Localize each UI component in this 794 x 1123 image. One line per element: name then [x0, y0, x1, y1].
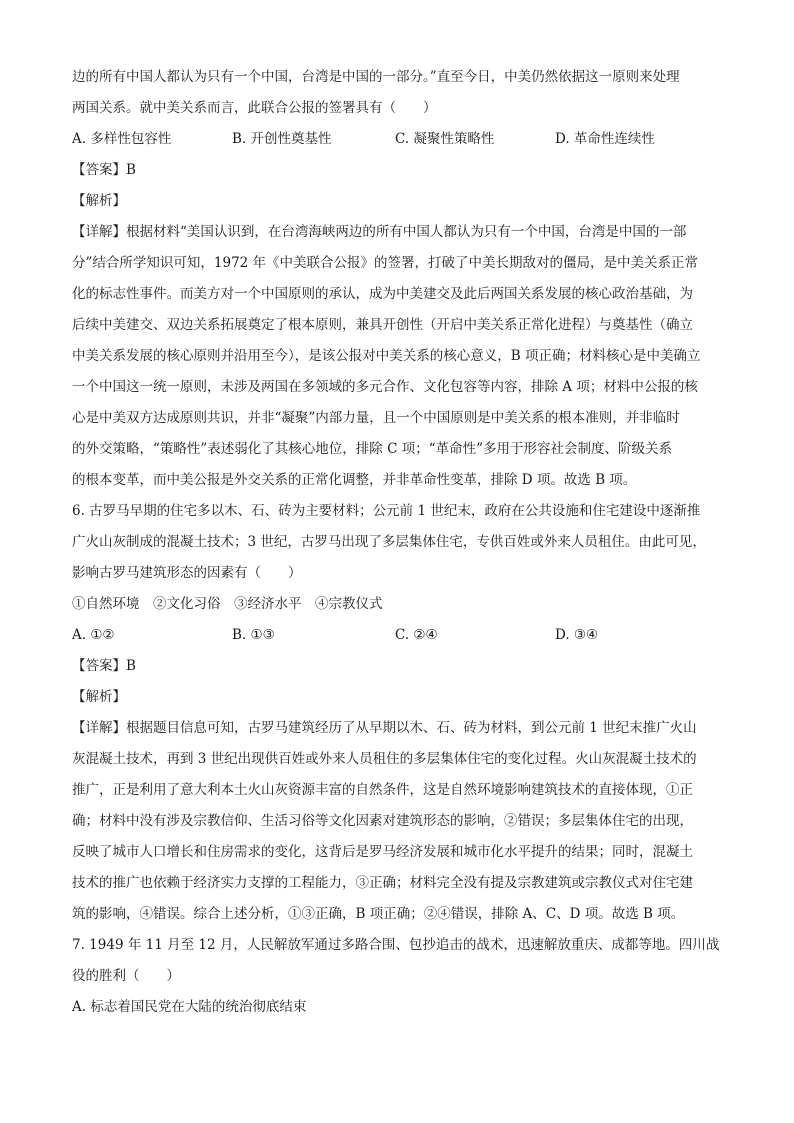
q6-stem-line-1: 6. 古罗马早期的住宅多以木、石、砖为主要材料；公元前 1 世纪末，政府在公共设施和住宅建设中逐渐推 [72, 503, 701, 519]
q6-detail-line-4: 确；材料中没有涉及宗教信仰、生活习俗等文化因素对建筑形态的影响，②错误；多层集体住宅的出现， [72, 813, 693, 829]
q7-stem-line-2: 役的胜利（ ） [72, 968, 180, 984]
q5-stem-line-1: 边的所有中国人都认为只有一个中国，台湾是中国的一部分。”直至今日，中美仍然依据这一原则来处理 [72, 69, 680, 85]
q6-detail-line-1: 【详解】根据题目信息可知，古罗马建筑经历了从早期以木、石、砖为材料，到公元前 1 世纪末推广火山 [72, 720, 697, 736]
q5-answer: 【答案】B [72, 162, 136, 178]
q5-detail-line-4: 后续中美建交、双边关系拓展奠定了根本原则，兼具开创性（开启中美关系正常化进程）与奠基性（确立 [72, 317, 693, 333]
q6-answer: 【答案】B [72, 658, 136, 674]
q5-detail-line-2: 分”结合所学知识可知，1972 年《中美联合公报》的签署，打破了中美长期敌对的僵局，是中美关系正常 [72, 255, 699, 271]
q6-stem-line-2: 广火山灰制成的混凝土技术；3 世纪，古罗马出现了多层集体住宅，专供百姓或外来人员租住。由此可见， [72, 534, 706, 550]
q6-option-d: D. ③④ [555, 627, 599, 643]
q5-detail-line-1: 【详解】根据材料“美国认识到，在台湾海峡两边的所有中国人都认为只有一个中国，台湾是中国的一部 [72, 224, 687, 240]
q5-option-b: B. 开创性奠基性 [232, 131, 332, 147]
q6-option-a: A. ①② [72, 627, 115, 643]
q6-detail-line-6: 技术的推广也依赖于经济实力支撑的工程能力，③正确；材料完全没有提及宗教建筑或宗教仪式对住宅建 [72, 875, 693, 891]
q6-option-c: C. ②④ [395, 627, 438, 643]
q7-stem-line-1: 7. 1949 年 11 月至 12 月，人民解放军通过多路合围、包抄追击的战术，迅速解放重庆、成都等地。四川战 [72, 937, 720, 953]
q6-detail-line-7: 筑的影响，④错误。综合上述分析，①③正确，B 项正确；②④错误，排除 A、C、D 项。故选 B 项。 [72, 906, 685, 922]
q6-stem-line-3: 影响古罗马建筑形态的因素有（ ） [72, 565, 302, 581]
q6-options [72, 620, 732, 651]
q6-detail-line-3: 推广，正是利用了意大利本土火山灰资源丰富的自然条件，这是自然环境影响建筑技术的直接体现，①正 [72, 782, 693, 798]
q6-detail-line-5: 反映了城市人口增长和住房需求的变化，这背后是罗马经济发展和城市化水平提升的结果；同时，混凝土 [72, 844, 693, 860]
q5-detail-line-6: 一个中国这一统一原则，未涉及两国在多领域的多元合作、文化包容等内容，排除 A 项；材料中公报的核 [72, 379, 698, 395]
q5-detail-line-3: 化的标志性事件。而美方对一个中国原则的承认，成为中美建交及此后两国关系发展的核心政治基础，为 [72, 286, 693, 302]
q5-analysis-title: 【解析】 [72, 193, 126, 209]
q5-detail-line-8: 的外交策略，“策略性”表述弱化了其核心地位，排除 C 项；“革命性”多用于形容社会制度、阶级关系 [72, 441, 673, 457]
q7-option-a: A. 标志着国民党在大陆的统治彻底结束 [72, 999, 307, 1015]
q6-analysis-title: 【解析】 [72, 689, 126, 705]
q5-detail-line-7: 心是中美双方达成原则共识，并非“凝聚”内部力量，且一个中国原则是中美关系的根本准则，并非临时 [72, 410, 680, 426]
q5-detail-line-9: 的根本变革，而中美公报是外交关系的正常化调整，并非革命性变革，排除 D 项。故选 B 项。 [72, 472, 637, 488]
document-page [72, 62, 732, 1023]
q5-option-d: D. 革命性连续性 [555, 131, 655, 147]
q5-detail-line-5: 中美关系发展的核心原则并沿用至今），是该公报对中美关系的核心意义，B 项正确；材料核心是中美确立 [72, 348, 701, 364]
q6-detail-line-2: 灰混凝土技术，再到 3 世纪出现供百姓或外来人员租住的多层集体住宅的变化过程。火山灰混凝土技术的 [72, 751, 697, 767]
q6-items: ①自然环境 ②文化习俗 ③经济水平 ④宗教仪式 [72, 596, 383, 612]
q6-option-b: B. ①③ [232, 627, 275, 643]
q5-stem-line-2: 两国关系。就中美关系而言，此联合公报的签署具有（ ） [72, 100, 437, 116]
q5-option-c: C. 凝聚性策略性 [395, 131, 495, 147]
q5-option-a: A. 多样性包容性 [72, 131, 172, 147]
q5-options [72, 124, 732, 155]
